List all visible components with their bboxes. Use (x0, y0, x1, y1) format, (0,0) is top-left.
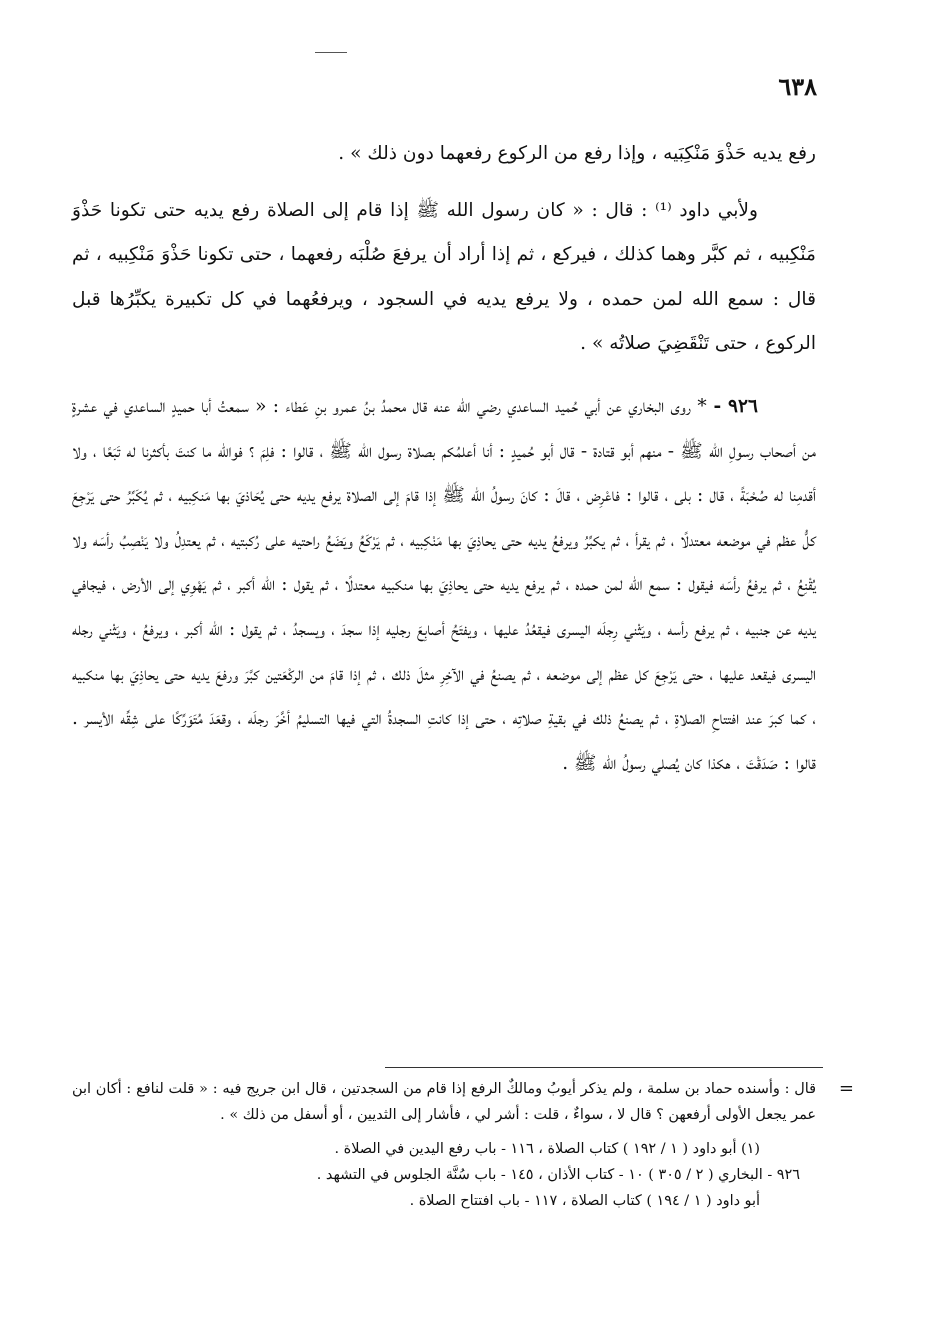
page-number: ٦٣٨ (778, 72, 817, 101)
paragraph-continuation: رفع يديه حَذْوَ مَنْكِبَيه ، وإذا رفع من الركوع رفعهما دون ذلك » . (338, 143, 816, 164)
source-note-1: (١) أبو داود ( ١ / ١٩٢ ) كتاب الصلاة ، ١١٦ - باب رفع اليدين في الصلاة . (334, 1141, 760, 1157)
footnote-divider (385, 1067, 823, 1068)
hadith-number: ٩٢٦ - (706, 395, 759, 417)
source-note-926: ٩٢٦ - البخاري ( ٢ / ٣٠٥ ) ١٠ - كتاب الأذان ، ١٤٥ - باب سُنَّة الجلوس في التشهد . (316, 1167, 800, 1183)
continuation-mark: = (838, 1078, 854, 1099)
hadith-text: * روى البخاري عن أبي حُميد الساعدي رضي الله عنه قال محمدُ بنُ عمرو بنِ عَطاء : « سمعتُ أبا حميدٍ الساعدي في عشرةٍ من أصحاب رسولِ الله ﷺ - منهم أبو قتادة - قال أبو حُميدٍ : أنا أعلمُكم بصلاة رسول الله ﷺ ، قالوا : فلِمَ ؟ فوالله ما كنتَ بأكثرنا له تَبَعًا ، ولا أقدمِنا له صُحْبَةً ، قال : بلى ، قالوا : فاعْرِض ، قالَ : كانَ رسولُ الله ﷺ إذا قامَ إلى الصلاة يرفع يديه حتى يُحَاذيَ بها مَنكِبيه ، ثم يُكَبِّرُ حتى يَرْجِعَ كلُّ عظم في موضعه معتدلًا ، ثم يقرأ ، ثم يكبِّرُ ويرفعُ يديه حتى يحاذِيَ بها مَنْكِبيه ، ثم يَرْكَعُ ويَضَعُ راحتيه على رُكبتيه ، ثم يعتدِلُ ولا يَنْصِبُ رأسَه ولا يُقْنِعُ ، ثم يرفعُ رأسَه فيقول : سمع الله لمن حمده ، ثم يرفع يديه حتى يحاذِيَ بها منكبيه معتدلًا ، ثم يقول : الله أكبر ، ثم يَهْوِي إلى الأرض ، فيجافي يديه عن جنبيه ، ثم يرفع رأسه ، ويَثْني رِجلَه اليسرى فيقعُدُ عليها ، ويفتَحُ أصابِعَ رجليه إذا سجدَ ، ويسجدُ ، ثم يقول : الله أكبر ، ويرفعُ ، ويَثْني رجله اليسرى فيقعد عليها ، حتى يَرْجِعَ كل عظم إلى موضعه ، ثم يصنعُ في الآخِرِ مثلَ ذلك ، ثم إذا قامَ من الركْعَتين كبَّرَ ورفعَ يديه حتى يحاذِيَ بها منكبيه ، كما كبرَ عند افتتاحِ الصلاةِ ، ثم يصنعُ ذلك في بقيةِ صلاتِه ، حتى إذا كانتِ السجدةُ التي فيها التسليمُ أخَّرَ رجلَه ، وقعَدَ مُتَوَرِّكًا على شِقِّه الأيسر . قالوا : صَدَقْتَ ، هكذا كان يُصلي رسولُ الله ﷺ . (72, 395, 816, 774)
footnote-continuation-text: قال : وأسنده حماد بن سلمة ، ولم يذكر أيوبُ ومالكٌ الرفع إذا قام من السجدتين ، قال ابن جريج فيه : « قلت لنافع : أكان ابن عمر يجعل الأولى أرفعهن ؟ قال لا ، سواءٌ ، قلت : أشر لي ، فأشار إلى الثديين ، أو أسفل من ذلك » . (72, 1081, 816, 1123)
hadith-paragraph (72, 385, 816, 786)
main-text (72, 132, 816, 786)
top-divider (315, 52, 347, 53)
source-note-926-abu-dawud: أبو داود ( ١ / ١٩٤ ) كتاب الصلاة ، ١١٧ - باب افتتاح الصلاة . (409, 1193, 760, 1209)
footnotes (72, 1076, 854, 1214)
footnote-continuation (72, 1076, 854, 1128)
sources (72, 1136, 816, 1214)
paragraph-abu-dawud: ولأبي داود ⁽¹⁾ : قال : « كان رسول الله ﷺ إذا قام إلى الصلاة رفع يديه حتى تكونا حَذْوَ مَنْكِبيه ، ثم كبَّر وهما كذلك ، فيركع ، ثم إذا أراد أن يرفعَ صُلْبَه رفعهما ، حتى تكونا حَذْوَ مَنْكِبيه ، ثم قال : سمع الله لمن حمده ، ولا يرفع يديه في السجود ، ويرفعُهما في كل تكبيرة يكبِّرُها قبل الركوع ، حتى تَنْقَضِيَ صلاتُه » . (72, 199, 816, 355)
